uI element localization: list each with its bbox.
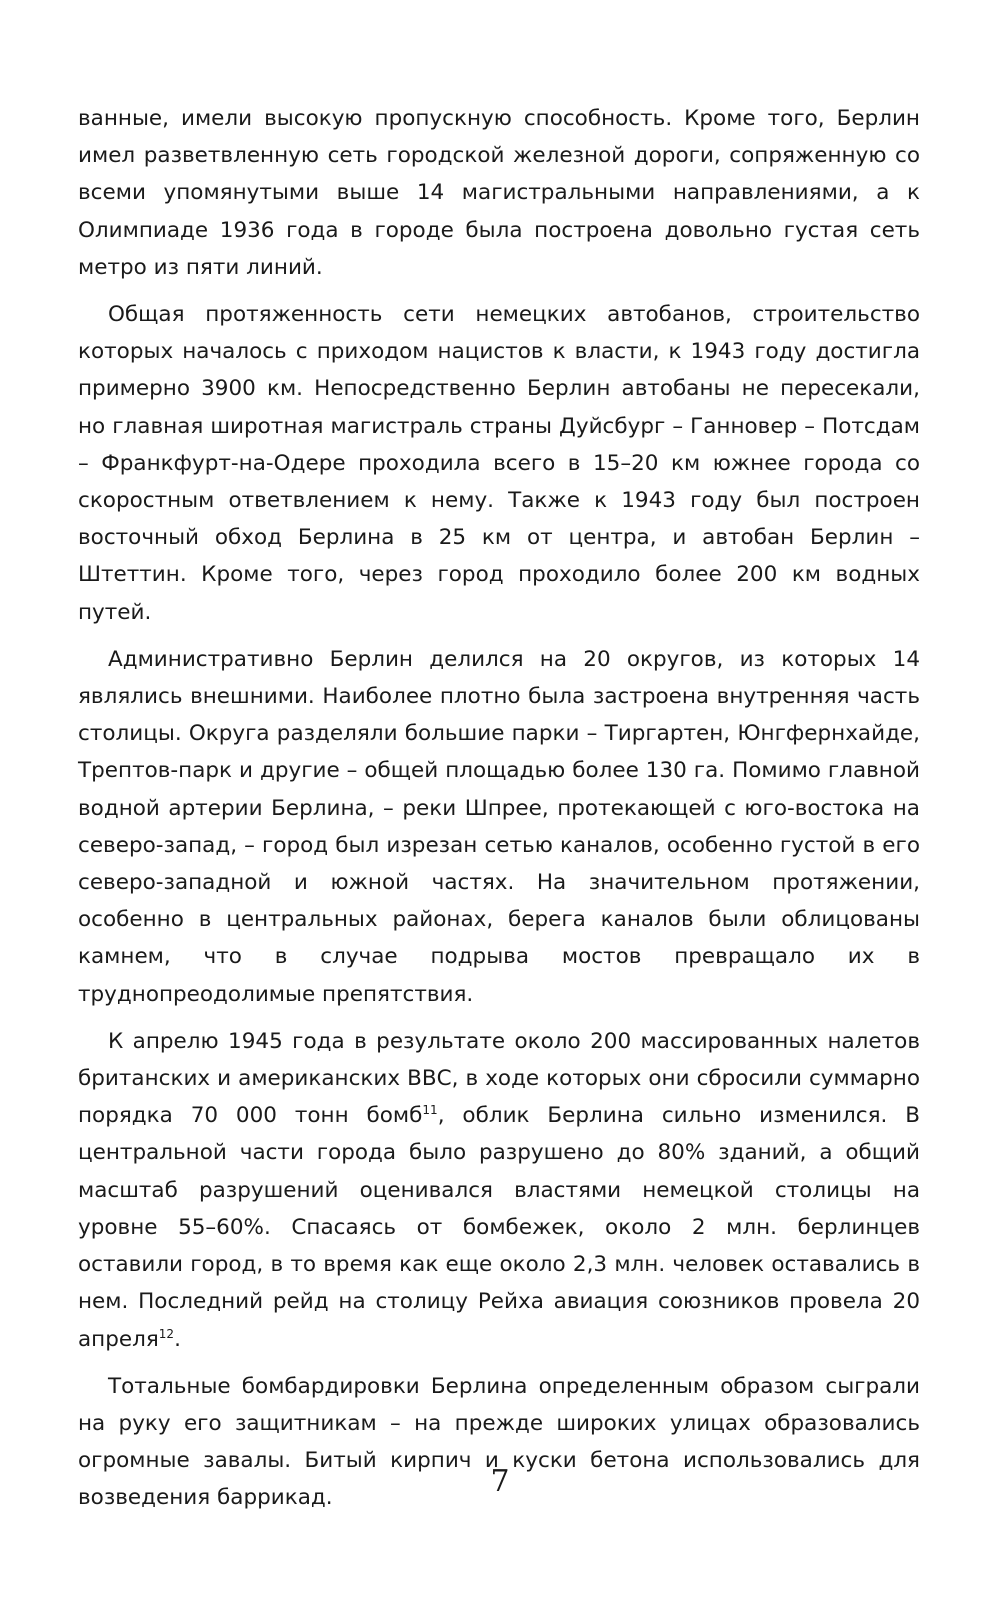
paragraph-3: Административно Берлин делился на 20 округов, из которых 14 являлись внешними. Наиболее плотно была застроена внутренняя часть столицы. Округа разделяли большие парки – Тиргартен, Юнгфернхайде, Трептов-парк и другие – общей площадью более 130 га. Помимо главной водной артерии Берлина, – реки Шпрее, протекающей с юго-востока на северо-запад, – город был изрезан сетью каналов, особенно густой в его северо-западной и южной частях. На значительном протяжении, особенно в центральных районах, берега каналов были облицованы камнем, что в случае подрыва мостов превращало их в труднопреодолимые препятствия. bbox=[78, 646, 920, 1007]
footnote-marker-12: 12 bbox=[158, 1326, 175, 1341]
page-body bbox=[78, 100, 920, 1527]
paragraph-4-text-before: К апрелю 1945 года в результате около 200 массированных налетов британских и американских ВВС, в ходе которых они сбросили суммарно порядка 70 000 тонн бомб bbox=[78, 1028, 920, 1129]
page-number: 7 bbox=[490, 1464, 510, 1499]
footnote-marker-11: 11 bbox=[422, 1103, 438, 1118]
paragraph-4 bbox=[78, 1023, 920, 1358]
paragraph-2: Общая протяженность сети немецких автобанов, строительство которых началось с приходом нацистов к власти, к 1943 году достигла примерно 3900 км. Непосредственно Берлин автобаны не пересекали, но главная широтная магистраль страны Дуйсбург – Ганновер – Потсдам – Франкфурт-на-Одере проходила всего в 15–20 км южнее города со скоростным ответвлением к нему. Также к 1943 году был построен восточный обход Берлина в 25 км от центра, и автобан Берлин – Штеттин. Кроме того, через город проходило более 200 км водных путей. bbox=[78, 302, 920, 625]
paragraph-4-text-after: . bbox=[174, 1326, 181, 1352]
paragraph-4-text-middle: , облик Берлина сильно изменился. В центральной части города было разрушено до 80% зданий, а общий масштаб разрушений оценивался властями немецкой столицы на уровне 55–60%. Спасаясь от бомбежек, около 2 млн. берлинцев оставили город, в то время как еще около 2,3 млн. человек оставались в нем. Последний рейд на столицу Рейха авиация союзников провела 20 апреля bbox=[78, 1103, 920, 1352]
paragraph-1: ванные, имели высокую пропускную способность. Кроме того, Берлин имел разветвленную сеть городской железной дороги, сопряженную со всеми упомянутыми выше 14 магистральными направлениями, а к Олимпиаде 1936 года в городе была построена довольно густая сеть метро из пяти линий. bbox=[78, 106, 920, 280]
paragraph-5: Тотальные бомбардировки Берлина определенным образом сыграли на руку его защитникам – на прежде широких улицах образовались огромные завалы. Битый кирпич и куски бетона использовались для возведения баррикад. bbox=[78, 1373, 920, 1511]
